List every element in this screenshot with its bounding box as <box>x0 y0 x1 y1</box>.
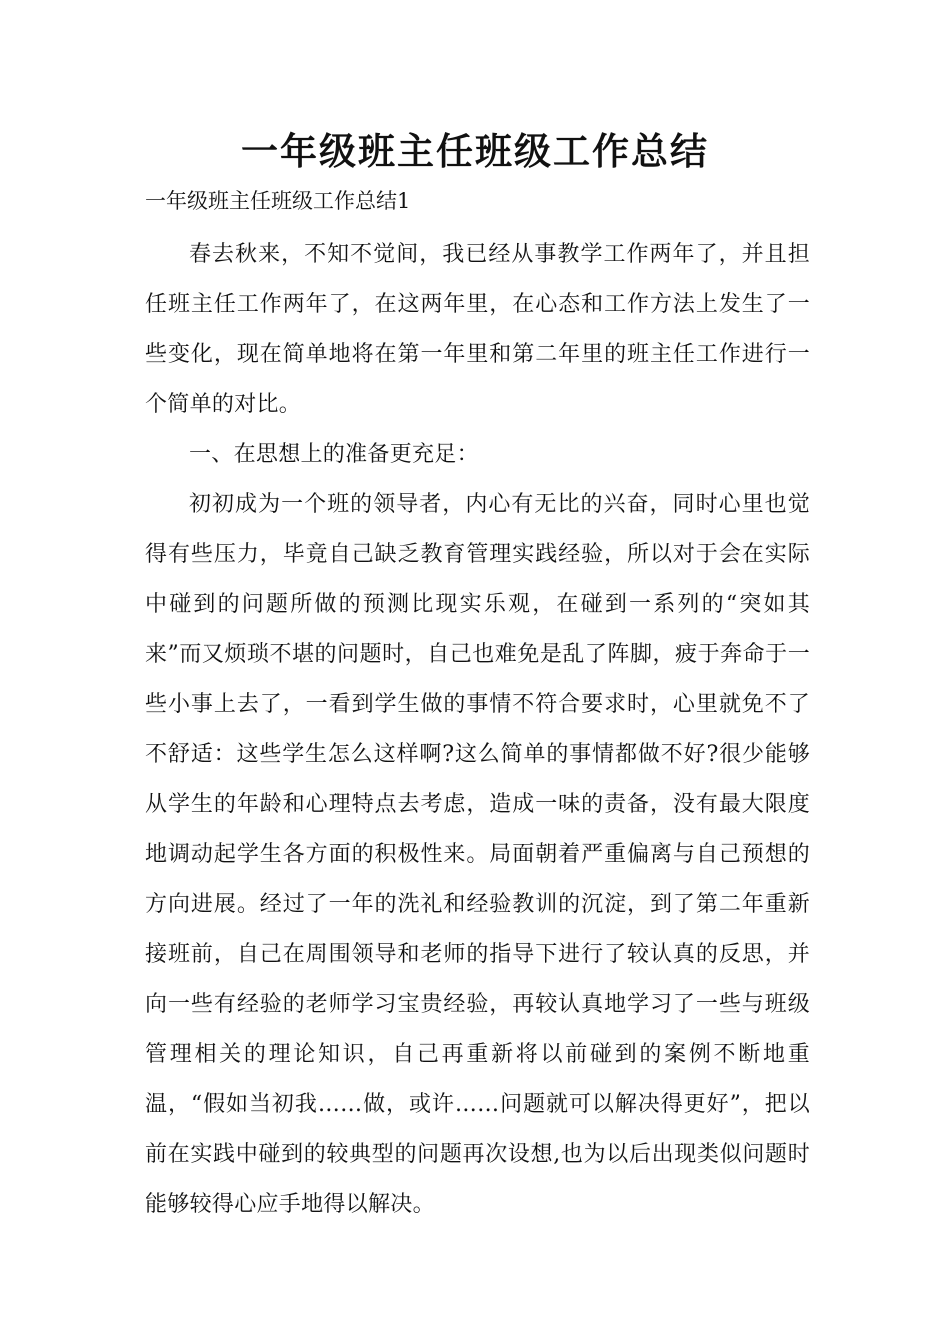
document-body <box>145 230 810 1230</box>
document-subtitle: 一年级班主任班级工作总结1 <box>145 189 411 213</box>
document-title: 一年级班主任班级工作总结 <box>241 130 709 173</box>
paragraph-section-1: 初初成为一个班的领导者，内心有无比的兴奋，同时心里也觉得有些压力，毕竟自己缺乏教育管理实践经验，所以对于会在实际中碰到的问题所做的预测比现实乐观，在碰到一系列的“突如其来”而又烦琐不堪的问题时，自己也难免是乱了阵脚，疲于奔命于一些小事上去了，一看到学生做的事情不符合要求时，心里就免不了不舒适：这些学生怎么这样啊?这么简单的事情都做不好?很少能够从学生的年龄和心理特点去考虑，造成一味的责备，没有最大限度地调动起学生各方面的积极性来。局面朝着严重偏离与自己预想的方向进展。经过了一年的洗礼和经验教训的沉淀，到了第二年重新接班前，自己在周围领导和老师的指导下进行了较认真的反思，并向一些有经验的老师学习宝贵经验，再较认真地学习了一些与班级管理相关的理论知识，自己再重新将以前碰到的案例不断地重温，“假如当初我……做，或许……问题就可以解决得更好”，把以前在实践中碰到的较典型的问题再次设想,也为以后出现类似问题时能够较得心应手地得以解决。 <box>145 492 810 1217</box>
section-heading-1: 一、在思想上的准备更充足： <box>189 442 479 467</box>
paragraph-intro: 春去秋来，不知不觉间，我已经从事教学工作两年了，并且担任班主任工作两年了，在这两年里，在心态和工作方法上发生了一些变化，现在简单地将在第一年里和第二年里的班主任工作进行一个简单的对比。 <box>145 242 810 417</box>
